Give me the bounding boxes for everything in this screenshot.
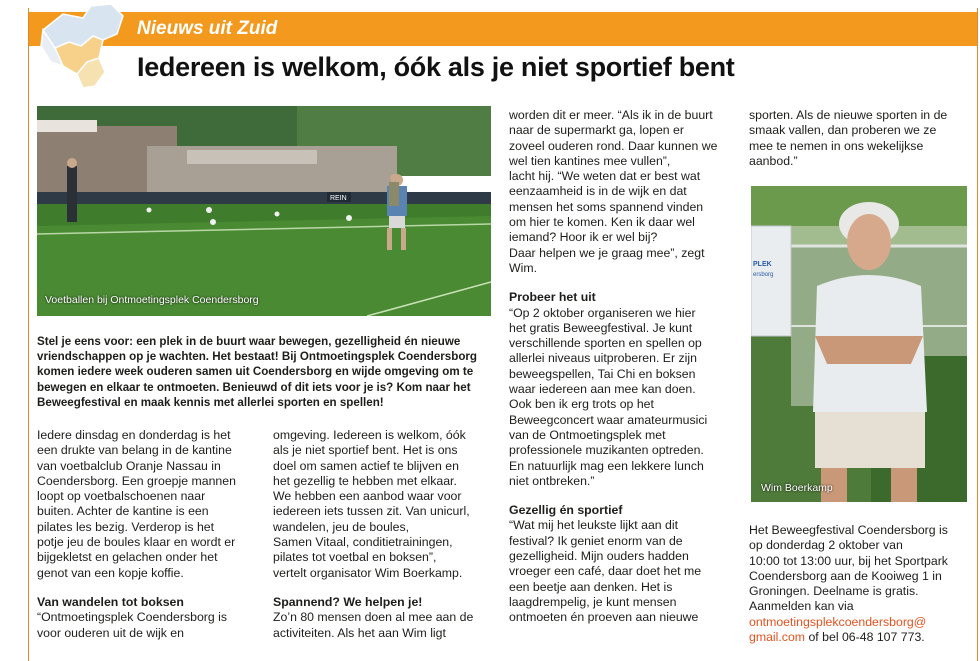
text-line: het gratis Beweegfestival. Je kunt: [509, 320, 693, 335]
text-line: van de Ontmoetingsplek met: [509, 427, 666, 442]
text-line: niet ontbreken.”: [509, 473, 595, 488]
text-line: Aanmelden kan via: [749, 599, 854, 614]
column-2: [273, 428, 473, 641]
text-line: festival? Ik geniet enorm van de: [509, 533, 683, 548]
text-line: pilates les bezig. Verderop is het: [37, 519, 215, 534]
text-line: een beetje aan denken. Het is: [509, 579, 673, 594]
text-line: “Op 2 oktober organiseren we hier: [509, 305, 696, 320]
text-line: beweegspellen, Tai Chi en boksen: [509, 366, 696, 381]
column-3: [509, 108, 718, 626]
text-line: vertelt organisator Wim Boerkamp.: [273, 565, 463, 580]
text-line: iemand? Hoor ik er wel bij?: [509, 230, 658, 245]
text-line: mee te nemen in ons wekelijkse: [749, 138, 924, 153]
text-line: Ook ben ik erg trots op het: [509, 397, 654, 412]
email-link-part1[interactable]: ontmoetingsplekcoendersborg@: [749, 614, 927, 629]
text-line: Het Beweegfestival Coendersborg is: [749, 523, 948, 537]
portrait-caption: Wim Boerkamp: [761, 482, 833, 494]
intro-paragraph: Stel je eens voor: een plek in de buurt waar bewegen, gezelligheid én nieuwe vriendschappen op je wachten. Het bestaat! Bij Ontmoetingsplek Coendersborg komen iedere week ouderen samen uit Coendersborg en wijde omgeving om te bewegen en elkaar te ontmoeten. Benieuwd of dit iets voor je is? Kom naar het Beweegfestival en maak kennis met allerlei sporten en spellen!: [37, 335, 477, 409]
text-line: waar iedereen aan mee kan doen.: [509, 382, 696, 397]
text-line: genot van een kopje koffie.: [37, 565, 184, 580]
text-line: lacht hij. “We weten dat er best wat: [509, 169, 701, 184]
text-line: professionele muzikanten optreden.: [509, 443, 704, 458]
text-line: “Ontmoetingsplek Coendersborg is: [37, 610, 228, 625]
text-line: buiten. Achter de kantine is een: [37, 504, 209, 519]
section-title: Nieuws uit Zuid: [137, 18, 278, 39]
text-line: bijgekletst en gelachen onder het: [37, 550, 218, 565]
text-line: smaak vallen, dan proberen we ze: [749, 123, 937, 138]
text-line: als je niet sportief bent. Het is ons: [273, 443, 458, 458]
subheading-gezellig: Gezellig én sportief: [509, 503, 623, 518]
text-line: Coendersborg. Een groepje mannen: [37, 473, 236, 488]
text-line: zoveel ouderen rond. Daar kunnen we: [509, 138, 718, 153]
text-line: vroeger een café, daar doet het me: [509, 564, 702, 579]
text-line: mensen het soms spannend vinden: [509, 199, 704, 214]
text-line: pilates tot voetbal en boksen”,: [273, 550, 437, 565]
text-line: iedereen iets tussen zit. Van unicurl,: [273, 504, 470, 519]
text-line: van voetbalclub Oranje Nassau in: [37, 458, 221, 473]
column-4: [749, 108, 947, 169]
football-photo: [37, 106, 491, 316]
text-line: ontmoeten én proeven aan nieuwe: [509, 610, 699, 625]
article-headline: Iedereen is welkom, óók als je niet sportief bent: [137, 52, 735, 82]
text-line: om hier te komen. Ken ik daar wel: [509, 215, 695, 230]
text-line: En natuurlijk mag een lekkere lunch: [509, 458, 704, 473]
text-line: aanbod.”: [749, 153, 798, 168]
text-line: Beweegconcert waar amateurmusici: [509, 412, 708, 427]
football-photo-caption: Voetballen bij Ontmoetingsplek Coendersborg: [45, 294, 259, 306]
text-line: verschillende sporten en spellen op: [509, 336, 702, 351]
text-line: 10:00 tot 13:00 uur, bij het Sportpark: [749, 553, 948, 568]
text-line: laagdrempelig, je kunt mensen: [509, 594, 677, 609]
text-line: Samen Vitaal, conditietrainingen,: [273, 535, 453, 550]
text-line: gezelligheid. Mijn ouders hadden: [509, 549, 689, 564]
email-link-part2[interactable]: gmail.com: [749, 630, 806, 645]
text-line: Groningen. Deelname is gratis.: [749, 584, 919, 599]
text-line: eenzaamheid is in de wijk en dat: [509, 184, 687, 199]
text-line: We hebben een aanbod waar voor: [273, 489, 462, 504]
text-line: worden dit er meer. “Als ik in de buurt: [509, 108, 713, 122]
event-info: [749, 523, 948, 645]
text-line: “Wat mij het leukste lijkt aan dit: [509, 518, 679, 533]
district-map-icon: [33, 0, 129, 92]
subheading-probeer: Probeer het uit: [509, 290, 596, 305]
text-line: loopt op voetbalschoenen naar: [37, 489, 206, 504]
text-line: activiteiten. Als het aan Wim ligt: [273, 625, 446, 640]
text-line: op donderdag 2 oktober van: [749, 538, 903, 553]
text-line: Daar helpen we je graag mee”, zegt: [509, 245, 705, 260]
text-line: een drukte van belang in de kantine: [37, 443, 232, 458]
subheading-spannend: Spannend? We helpen je!: [273, 594, 423, 609]
text-line: Coendersborg aan de Kooiweg 1 in: [749, 568, 942, 583]
text-line: allerlei niveaus uitproberen. Er zijn: [509, 351, 697, 366]
text-line: wel tien kantines mee vullen”,: [509, 153, 671, 168]
pitch-banner-text: REIN: [330, 195, 347, 202]
svg-text:ersborg: ersborg: [753, 272, 774, 278]
text-line: doel om samen actief te blijven en: [273, 458, 459, 473]
text-line: het gezellig te hebben met elkaar.: [273, 473, 457, 488]
column-1: [37, 428, 236, 641]
subheading-wandelen: Van wandelen tot boksen: [37, 594, 184, 609]
text-line: Wim.: [509, 260, 537, 275]
section-banner: [29, 12, 977, 46]
phone-text: of bel 06-48 107 773.: [805, 630, 925, 645]
text-line: sporten. Als de nieuwe sporten in de: [749, 108, 948, 122]
text-line: Zo’n 80 mensen doen al mee aan de: [273, 610, 474, 625]
sign-text: PLEK: [753, 261, 772, 268]
text-line: naar de supermarkt ga, lopen er: [509, 123, 684, 138]
text-line: voor ouderen uit de wijk en: [37, 625, 184, 640]
text-line: potje jeu de boules klaar en wordt er: [37, 535, 236, 550]
text-line: omgeving. Iedereen is welkom, óók: [273, 428, 466, 442]
portrait-photo: [751, 186, 967, 502]
text-line: wandelen, jeu de boules,: [273, 519, 410, 534]
newspaper-page: [28, 8, 978, 661]
text-line: Iedere dinsdag en donderdag is het: [37, 428, 231, 442]
